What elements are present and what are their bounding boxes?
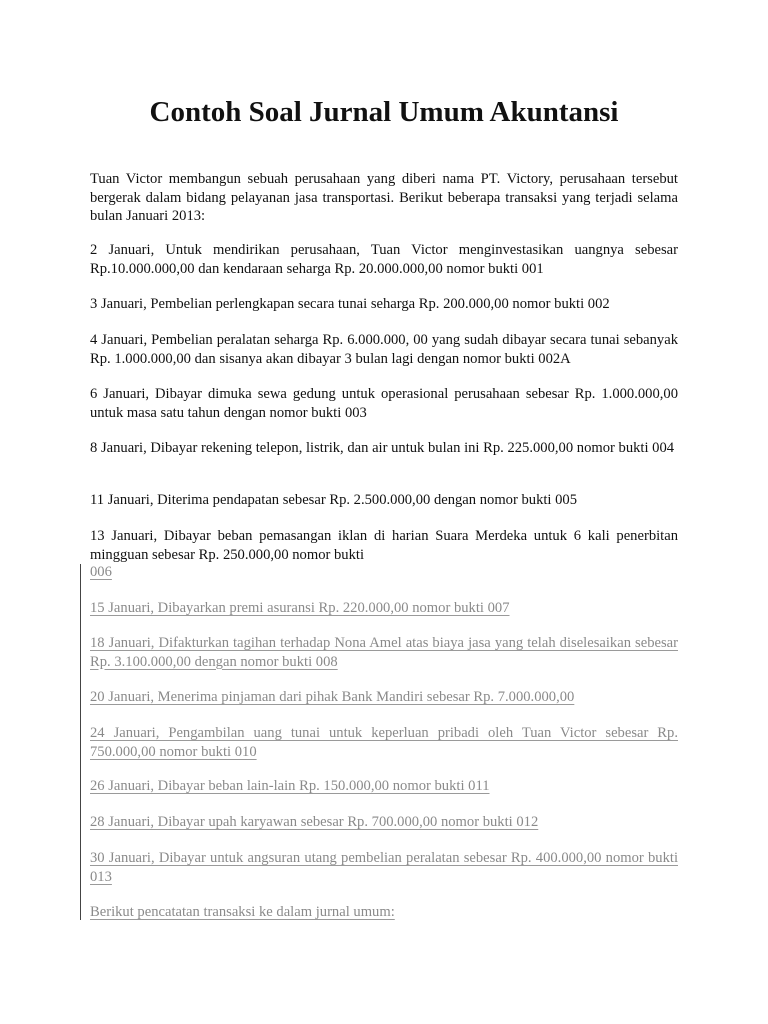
- faded-transaction-paragraph: 24 Januari, Pengambilan uang tunai untuk keperluan pribadi oleh Tuan Victor sebesar Rp. 750.000,00 nomor bukti 010: [90, 725, 678, 760]
- faded-transaction-paragraph: Berikut pencatatan transaksi ke dalam jurnal umum:: [90, 904, 395, 920]
- transaction-paragraph: 6 Januari, Dibayar dimuka sewa gedung untuk operasional perusahaan sebesar Rp. 1.000.000,00 untuk masa satu tahun dengan nomor bukti 003: [90, 386, 678, 421]
- transaction-paragraph: 13 Januari, Dibayar beban pemasangan iklan di harian Suara Merdeka untuk 6 kali penerbitan mingguan sebesar Rp. 250.000,00 nomor bukti: [90, 528, 678, 563]
- transaction-paragraph: 8 Januari, Dibayar rekening telepon, listrik, dan air untuk bulan ini Rp. 225.000,00 nomor bukti 004: [90, 440, 675, 456]
- margin-bar: [80, 564, 81, 920]
- faded-transaction-paragraph: 26 Januari, Dibayar beban lain-lain Rp. 150.000,00 nomor bukti 011: [90, 778, 490, 794]
- faded-transaction-paragraph: 006: [90, 564, 112, 580]
- faded-transaction-paragraph: 28 Januari, Dibayar upah karyawan sebesar Rp. 700.000,00 nomor bukti 012: [90, 814, 539, 830]
- faded-transaction-paragraph: 30 Januari, Dibayar untuk angsuran utang pembelian peralatan sebesar Rp. 400.000,00 nomor bukti 013: [90, 850, 678, 885]
- transaction-paragraph: 2 Januari, Untuk mendirikan perusahaan, Tuan Victor menginvestasikan uangnya sebesar Rp.10.000.000,00 dan kendaraan seharga Rp. 20.000.000,00 nomor bukti 001: [90, 242, 678, 277]
- faded-transaction-paragraph: 18 Januari, Difakturkan tagihan terhadap Nona Amel atas biaya jasa yang telah diselesaikan sebesar Rp. 3.100.000,00 dengan nomor bukti 008: [90, 635, 678, 670]
- intro-paragraph: Tuan Victor membangun sebuah perusahaan yang diberi nama PT. Victory, perusahaan tersebut bergerak dalam bidang pelayanan jasa transportasi. Berikut beberapa transaksi yang terjadi selama bulan Januari 2013:: [90, 171, 678, 224]
- transaction-paragraph: 4 Januari, Pembelian peralatan seharga Rp. 6.000.000, 00 yang sudah dibayar secara tunai sebanyak Rp. 1.000.000,00 dan sisanya akan dibayar 3 bulan lagi dengan nomor bukti 002A: [90, 332, 678, 367]
- transaction-paragraph: 11 Januari, Diterima pendapatan sebesar Rp. 2.500.000,00 dengan nomor bukti 005: [90, 492, 578, 508]
- faded-transaction-paragraph: 20 Januari, Menerima pinjaman dari pihak Bank Mandiri sebesar Rp. 7.000.000,00: [90, 689, 575, 705]
- document-title: Contoh Soal Jurnal Umum Akuntansi: [149, 96, 619, 128]
- faded-transaction-paragraph: 15 Januari, Dibayarkan premi asuransi Rp. 220.000,00 nomor bukti 007: [90, 600, 510, 616]
- transaction-paragraph: 3 Januari, Pembelian perlengkapan secara tunai seharga Rp. 200.000,00 nomor bukti 002: [90, 296, 610, 312]
